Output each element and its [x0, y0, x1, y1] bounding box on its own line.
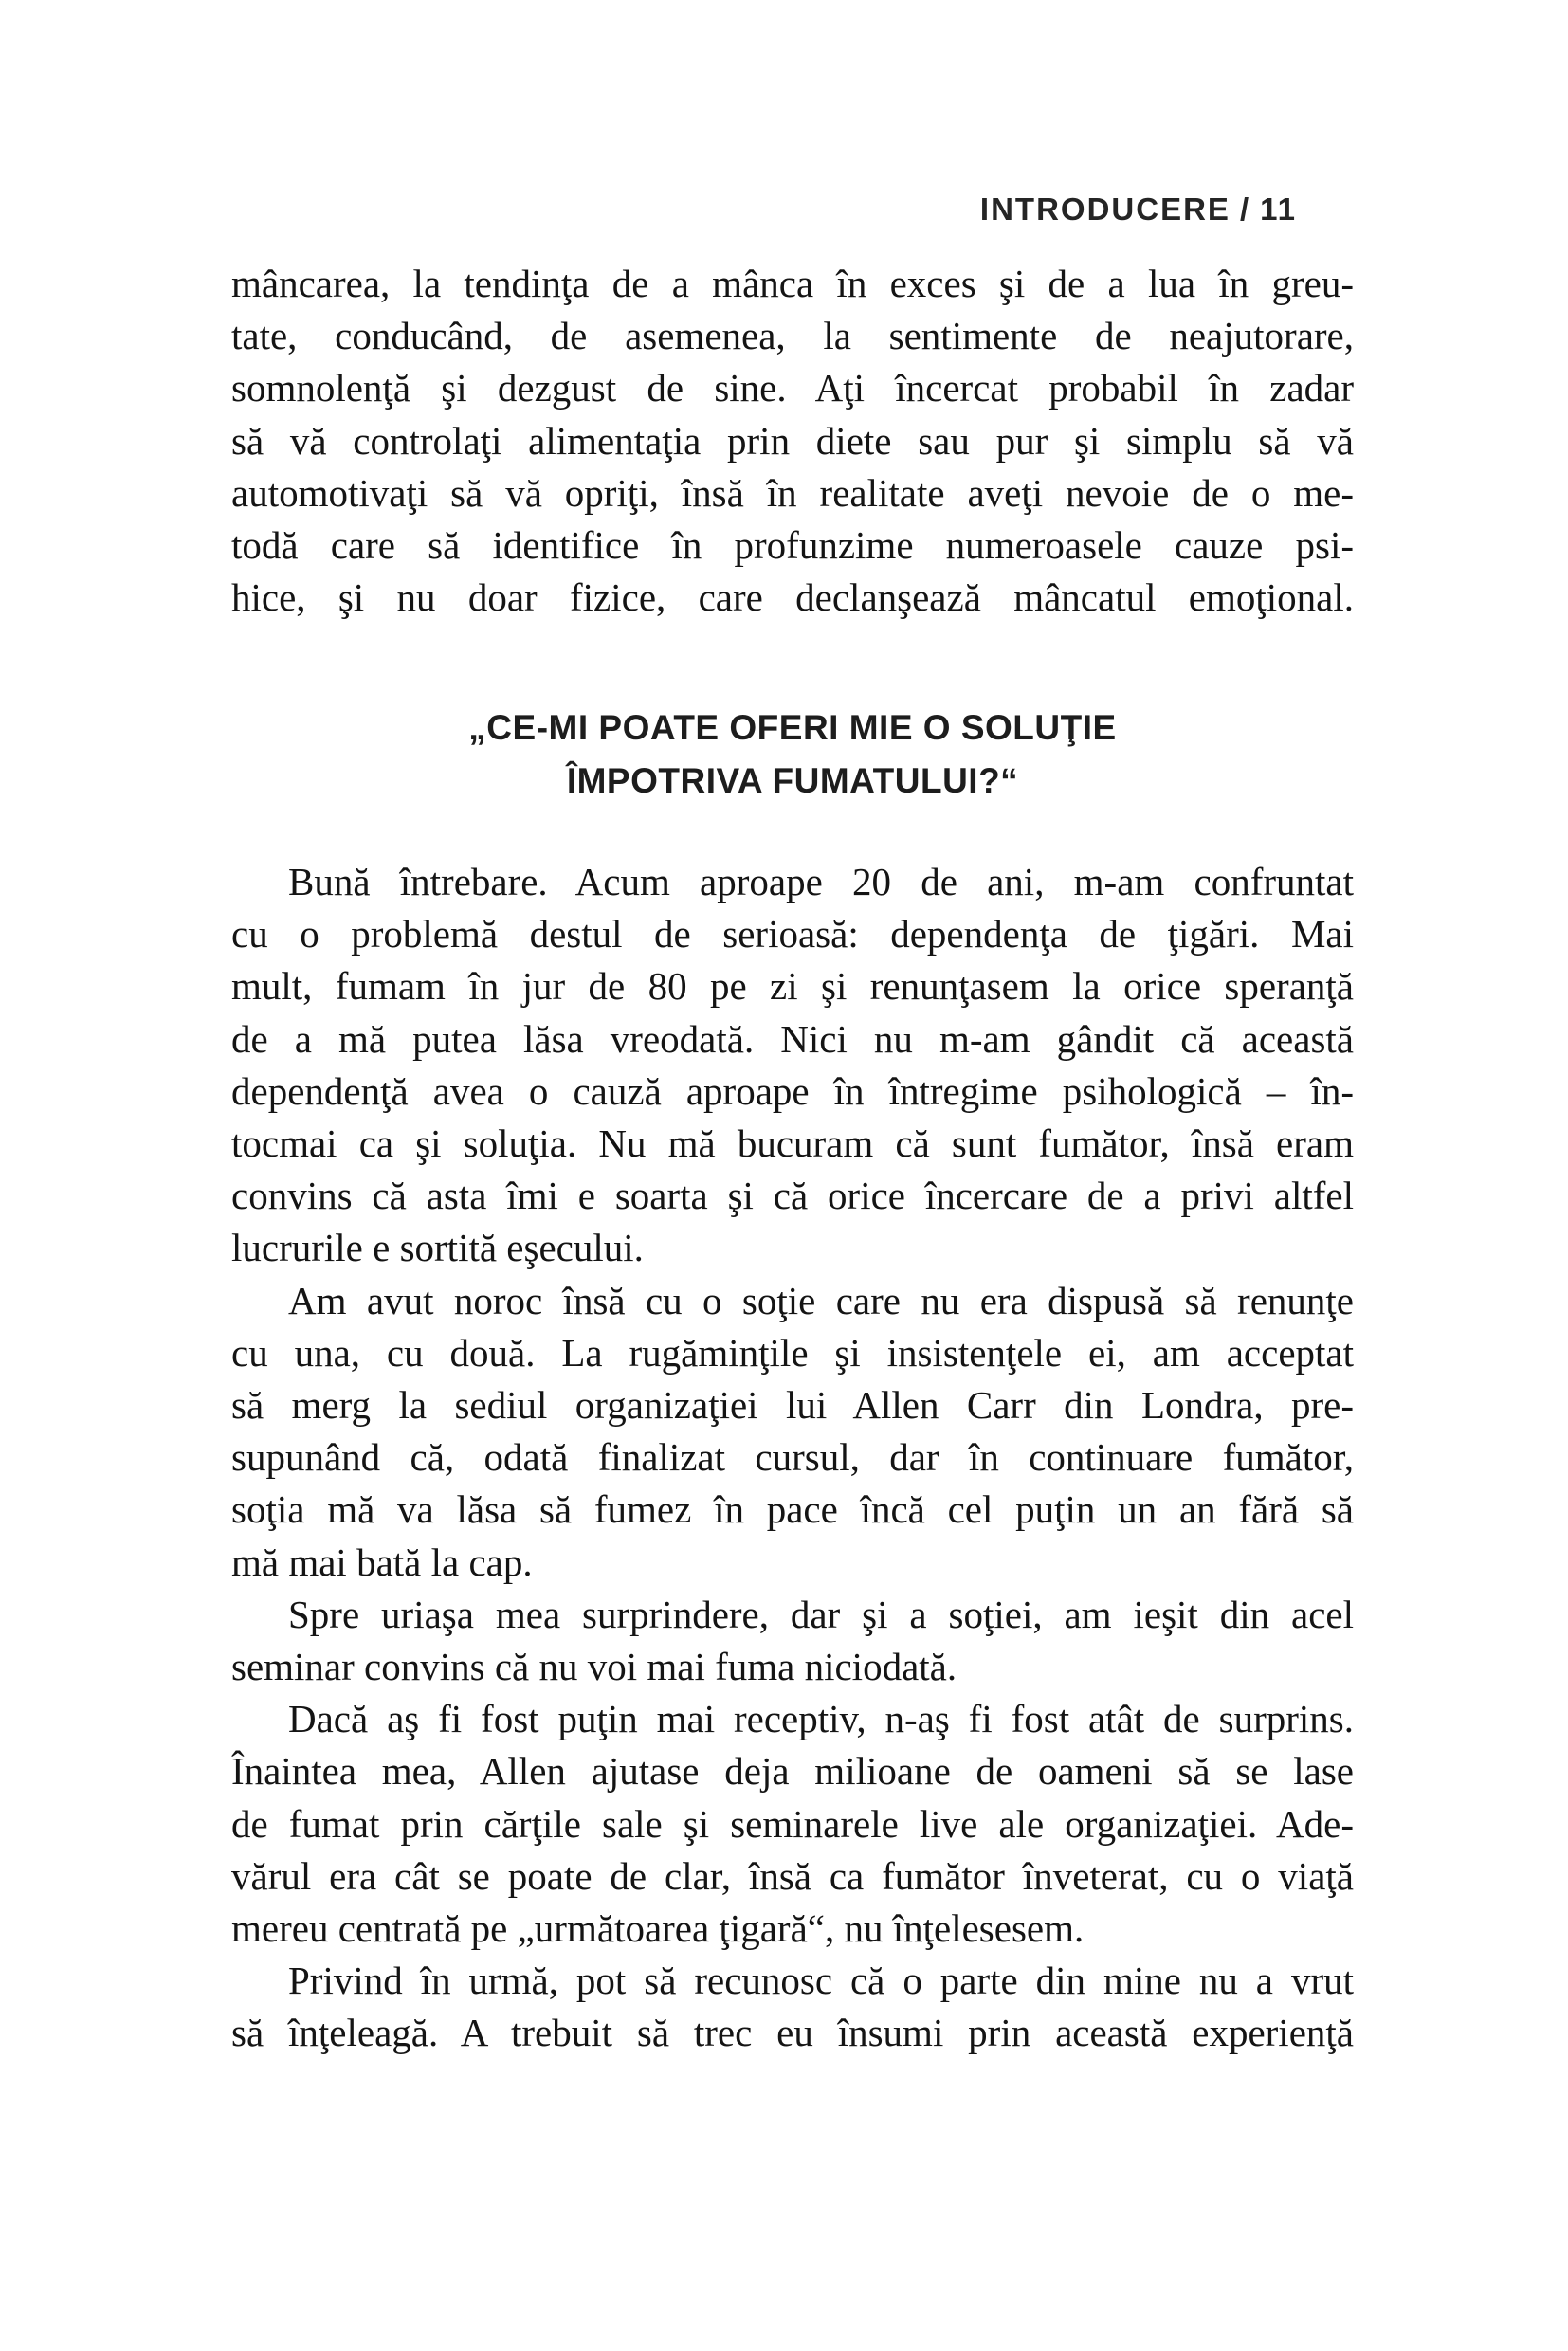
text-line: vărul era cât se poate de clar, însă ca fumător înveterat, cu o viaţă: [231, 1853, 1354, 1898]
text-line: Spre uriaşa mea surprindere, dar şi a soţiei, am ieşit din acel: [288, 1592, 1354, 1636]
section-heading: [231, 702, 1354, 808]
intro-paragraph: [231, 258, 1354, 624]
text-line: hice, şi nu doar fizice, care declanşează mâncatul emoţional.: [231, 575, 1354, 620]
text-line: mă mai bată la cap.: [231, 1540, 533, 1584]
text-line: de a mă putea lăsa vreodată. Nici nu m-am gândit că această: [231, 1016, 1354, 1061]
text-line: Privind în urmă, pot să recunosc că o parte din mine nu a vrut: [288, 1959, 1354, 2003]
text-line: Bună întrebare. Acum aproape 20 de ani, m-am confruntat: [288, 860, 1354, 903]
text-line: mereu centrată pe „următoarea ţigară“, nu înţelesesem.: [231, 1906, 1085, 1951]
text-line: de fumat prin cărţile sale şi seminarele live ale organizaţiei. Ade-: [231, 1801, 1354, 1846]
text-line: să vă controlaţi alimentaţia prin diete sau pur şi simplu să vă: [231, 418, 1354, 463]
text-line: supunând că, odată finalizat cursul, dar în continuare fumător,: [231, 1435, 1354, 1480]
text-line: convins că asta îmi e soarta şi că orice încercare de a privi altfel: [231, 1174, 1354, 1218]
text-line: lucrurile e sortită eşecului.: [231, 1226, 644, 1270]
text-line: mult, fumam în jur de 80 pe zi şi renunţasem la orice speranţă: [231, 964, 1354, 1009]
text-line: mâncarea, la tendinţa de a mânca în exces şi de a lua în greu-: [231, 262, 1354, 305]
text-line: todă care să identifice în profunzime numeroasele cauze psi-: [231, 523, 1354, 568]
text-line: cu una, cu două. La rugăminţile şi insistenţele ei, am acceptat: [231, 1330, 1354, 1375]
text-line: tocmai ca şi soluţia. Nu mă bucuram că sunt fumător, însă eram: [231, 1121, 1354, 1166]
text-line: Înaintea mea, Allen ajutase deja milioane de oameni să se lase: [231, 1749, 1354, 1794]
text-line: Am avut noroc însă cu o soţie care nu era dispusă să renunţe: [288, 1278, 1354, 1322]
text-line: seminar convins că nu voi mai fuma niciodată.: [231, 1645, 957, 1689]
text-line: Dacă aş fi fost puţin mai receptiv, n-aş fi fost atât de surprins.: [288, 1697, 1354, 1741]
running-head: [980, 191, 1297, 228]
page-number: 11: [1260, 191, 1297, 227]
body-paragraphs: [231, 856, 1354, 2060]
text-line: dependenţă avea o cauză aproape în întregime psihologică – în-: [231, 1068, 1354, 1113]
text-line: automotivaţi să vă opriţi, însă în realitate aveţi nevoie de o me-: [231, 470, 1354, 515]
text-line: tate, conducând, de asemenea, la sentimente de neajutorare,: [231, 314, 1354, 358]
section-heading-line: ÎMPOTRIVA FUMATULUI?“: [566, 761, 1019, 800]
section-heading-line: „CE-MI POATE OFERI MIE O SOLUŢIE: [468, 708, 1117, 747]
text-line: să înţeleagă. A trebuit să trec eu însumi prin această experienţă: [231, 2011, 1354, 2055]
text-line: soţia mă va lăsa să fumez în pace încă cel puţin un an fără să: [231, 1487, 1354, 1532]
text-line: să merg la sediul organizaţiei lui Allen Carr din Londra, pre-: [231, 1383, 1354, 1428]
header-separator: /: [1239, 191, 1251, 227]
text-line: cu o problemă destul de serioasă: dependenţa de ţigări. Mai: [231, 912, 1354, 957]
text-line: somnolenţă şi dezgust de sine. Aţi încercat probabil în zadar: [231, 366, 1354, 410]
chapter-title: INTRODUCERE: [979, 191, 1231, 227]
